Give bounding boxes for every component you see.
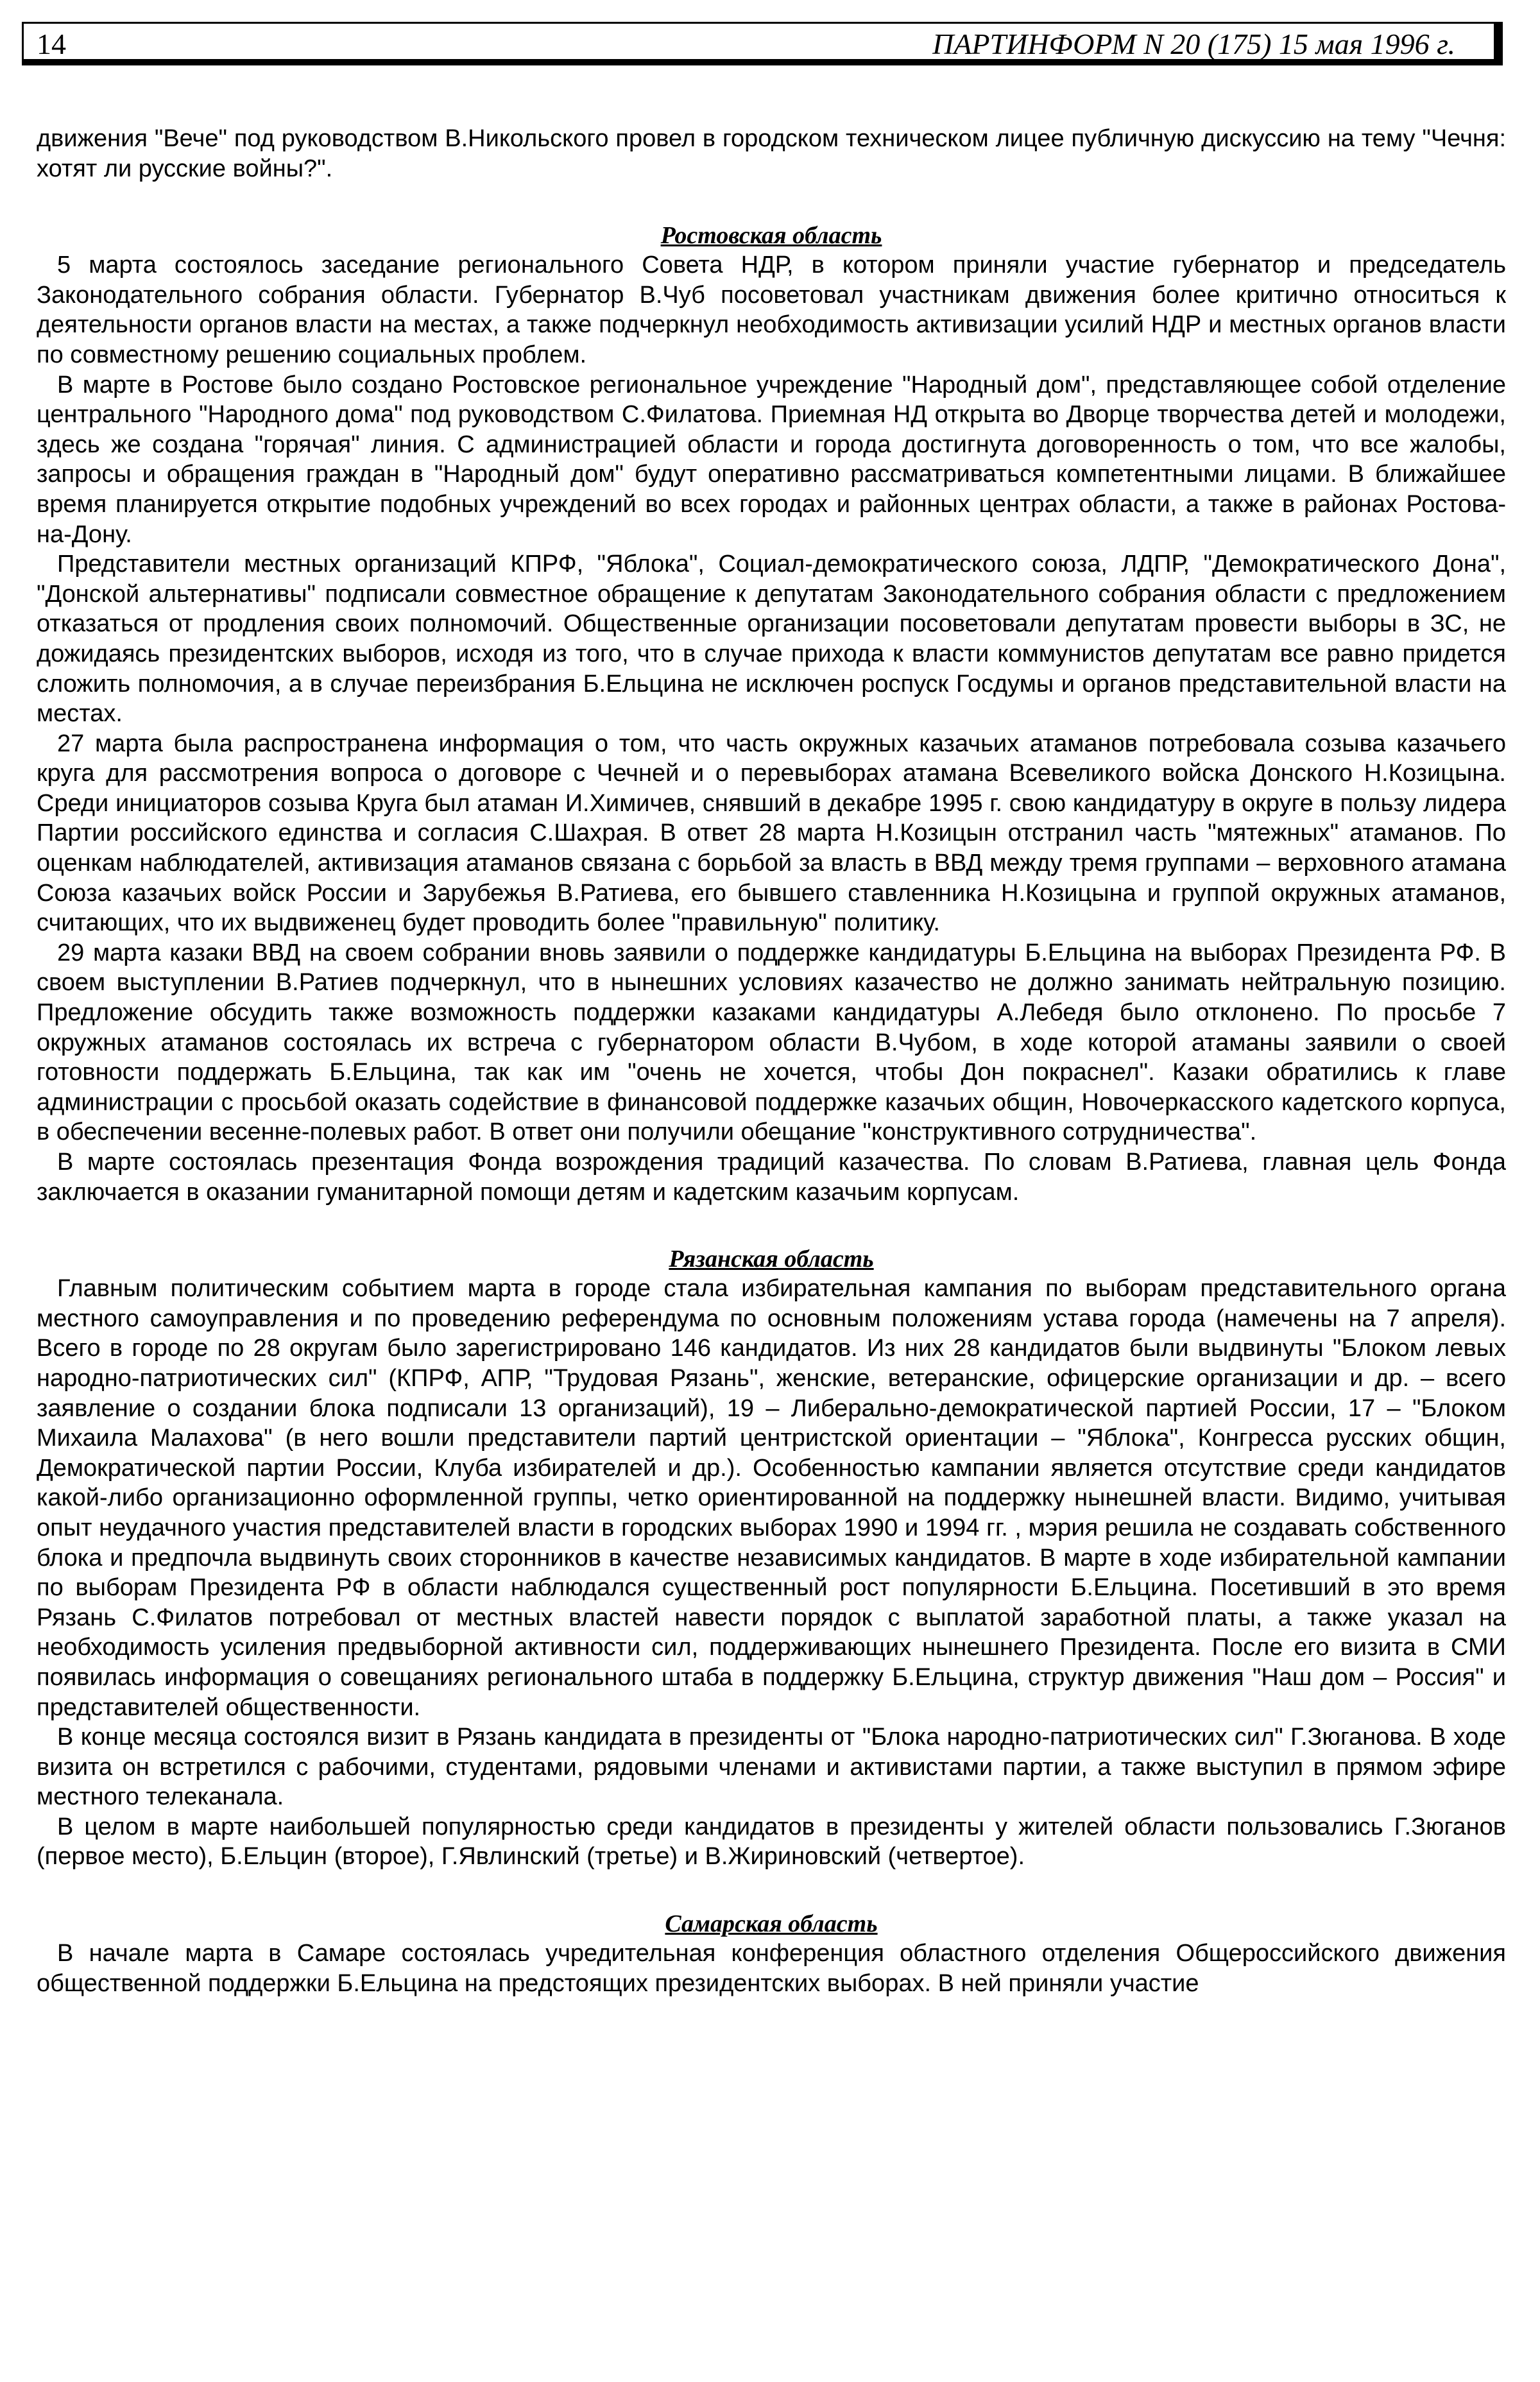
section-ryazan — [37, 1244, 1506, 1872]
paragraph: В целом в марте наибольшей популярностью среди кандидатов в президенты у жителей области пользовались Г.Зюганов (первое место), Б.Ельцин (второе), Г.Явлинский (третье) и В.Жириновский (четвертое). — [37, 1813, 1506, 1871]
page-header — [22, 22, 1503, 65]
section-title-samara: Самарская область — [665, 1910, 878, 1938]
section-title-rostov: Ростовская область — [660, 222, 882, 250]
article-body — [37, 124, 1506, 1998]
section-rostov — [37, 221, 1506, 1207]
section-samara — [37, 1909, 1506, 1998]
intro-paragraph: движения "Вече" под руководством В.Никольского провел в городском техническом лицее публичную дискуссию на тему "Чечня: хотят ли русские войны?". — [37, 125, 1506, 182]
paragraph: 5 марта состоялось заседание регионального Совета НДР, в котором приняли участие губернатор и председатель Законодательного собрания области. Губернатор В.Чуб посоветовал участникам движения более критично относиться к деятельности органов власти на местах, а также подчеркнул необходимость активизации усилий НДР и местных органов власти по совместному решению социальных проблем. — [37, 252, 1506, 368]
paragraph: Представители местных организаций КПРФ, "Яблока", Социал-демократического союза, ЛДПР, "Демократического Дона", "Донской альтернативы" подписали совместное обращение к депутатам Законодательного собрания области с предложением отказаться от продления своих полномочий. Общественные организации посоветовали депутатам провести выборы в ЗС, не дожидаясь президентских выборов, исходя из того, что в случае прихода к власти коммунистов депутатам все равно придется сложить полномочия, а в случае переизбрания Б.Ельцина не исключен роспуск Госдумы и органов представительной власти на местах. — [37, 551, 1506, 728]
paragraph: 27 марта была распространена информация о том, что часть окружных казачьих атаманов потребовала созыва казачьего круга для рассмотрения вопроса о договоре с Чечней и о перевыборах атамана Всевеликого войска Донского Н.Козицына. Среди инициаторов созыва Круга был атаман И.Химичев, снявший в декабре 1995 г. свою кандидатуру в округе в пользу лидера Партии российского единства и согласия С.Шахрая. В ответ 28 марта Н.Козицын отстранил часть "мятежных" атаманов. По оценкам наблюдателей, активизация атаманов связана с борьбой за власть в ВВД между тремя группами – верховного атамана Союза казачьих войск России и Зарубежья В.Ратиева, его бывшего ставленника Н.Козицына и группой окружных атаманов, считающих, что их выдвиженец будет проводить более "правильную" политику. — [37, 730, 1506, 937]
paragraph: Главным политическим событием марта в городе стала избирательная кампания по выборам представительного органа местного самоуправления и по проведению референдума по основным положениям устава города (намечены на 7 апреля). Всего в городе по 28 округам было зарегистрировано 146 кандидатов. Из них 28 кандидатов были выдвинуты "Блоком левых народно-патриотических сил" (КПРФ, АПР, "Трудовая Рязань", женские, ветеранские, офицерские организации и др. – всего заявление о создании блока подписали 13 организаций), 19 – Либерально-демократической партией России, 17 – "Блоком Михаила Малахова" (в него вошли представители партий центристской ориентации – "Яблока", Конгресса русских общин, Демократической партии России, Клуба избирателей и др.). Особенностью кампании является отсутствие среди кандидатов какой-либо организационно оформленной группы, четко ориентированной на поддержку нынешней власти. Видимо, учитывая опыт неудачного участия представителей власти в городских выборах 1990 и 1994 гг. , мэрия решила не создавать собственного блока и предпочла выдвинуть своих сторонников в качестве независимых кандидатов. В марте в ходе избирательной кампании по выборам Президента РФ в области наблюдался существенный рост популярности Б.Ельцина. Посетивший в это время Рязань С.Филатов потребовал от местных властей навести порядок с выплатой заработной платы, а также указал на необходимость усиления предвыборной активности сил, поддерживающих нынешнего Президента. После его визита в СМИ появилась информация о совещаниях регионального штаба в поддержку Б.Ельцина, структур движения "Наш дом – Россия" и представителей общественности. — [37, 1275, 1506, 1721]
section-title-ryazan: Рязанская область — [669, 1246, 874, 1273]
paragraph: 29 марта казаки ВВД на своем собрании вновь заявили о поддержке кандидатуры Б.Ельцина на выборах Президента РФ. В своем выступлении В.Ратиев подчеркнул, что в нынешних условиях казачество не должно занимать нейтральную позицию. Предложение обсудить также возможность поддержки казаками кандидатуры А.Лебедя было отклонено. По просьбе 7 окружных атаманов состоялась их встреча с губернатором области В.Чубом, в ходе которой атаманы заявили о своей готовности поддержать Б.Ельцина, так как им "очень не хочется, чтобы Дон покраснел". Казаки обратились к главе администрации с просьбой оказать содействие в финансовой поддержке казачьих общин, Новочеркасского кадетского корпуса, в обеспечении весенне-полевых работ. В ответ они получили обещание "конструктивного сотрудничества". — [37, 939, 1506, 1146]
paragraph: В начале марта в Самаре состоялась учредительная конференция областного отделения Общероссийского движения общественной поддержки Б.Ельцина на предстоящих президентских выборах. В ней приняли участие — [37, 1940, 1506, 1997]
issue-title: ПАРТИНФОРМ N 20 (175) 15 мая 1996 г. — [932, 28, 1455, 60]
paragraph: В марте состоялась презентация Фонда возрождения традиций казачества. По словам В.Ратиева, главная цель Фонда заключается в оказании гуманитарной помощи детям и кадетским казачьим корпусам. — [37, 1149, 1506, 1206]
paragraph: В марте в Ростове было создано Ростовское региональное учреждение "Народный дом", представляющее собой отделение центрального "Народного дома" под руководством С.Филатова. Приемная НД открыта во Дворце творчества детей и молодежи, здесь же создана "горячая" линия. С администрацией области и города достигнута договоренность о том, что все жалобы, запросы и обращения граждан в "Народный дом" будут оперативно рассматриваться компетентными лицами. В ближайшее время планируется открытие подобных учреждений во всех городах и районных центрах области, а также в районах Ростова-на-Дону. — [37, 371, 1506, 548]
page-number: 14 — [37, 28, 66, 60]
paragraph: В конце месяца состоялся визит в Рязань кандидата в президенты от "Блока народно-патриотических сил" Г.Зюганова. В ходе визита он встретился с рабочими, студентами, рядовыми членами и активистами партии, а также выступил в прямом эфире местного телеканала. — [37, 1724, 1506, 1811]
